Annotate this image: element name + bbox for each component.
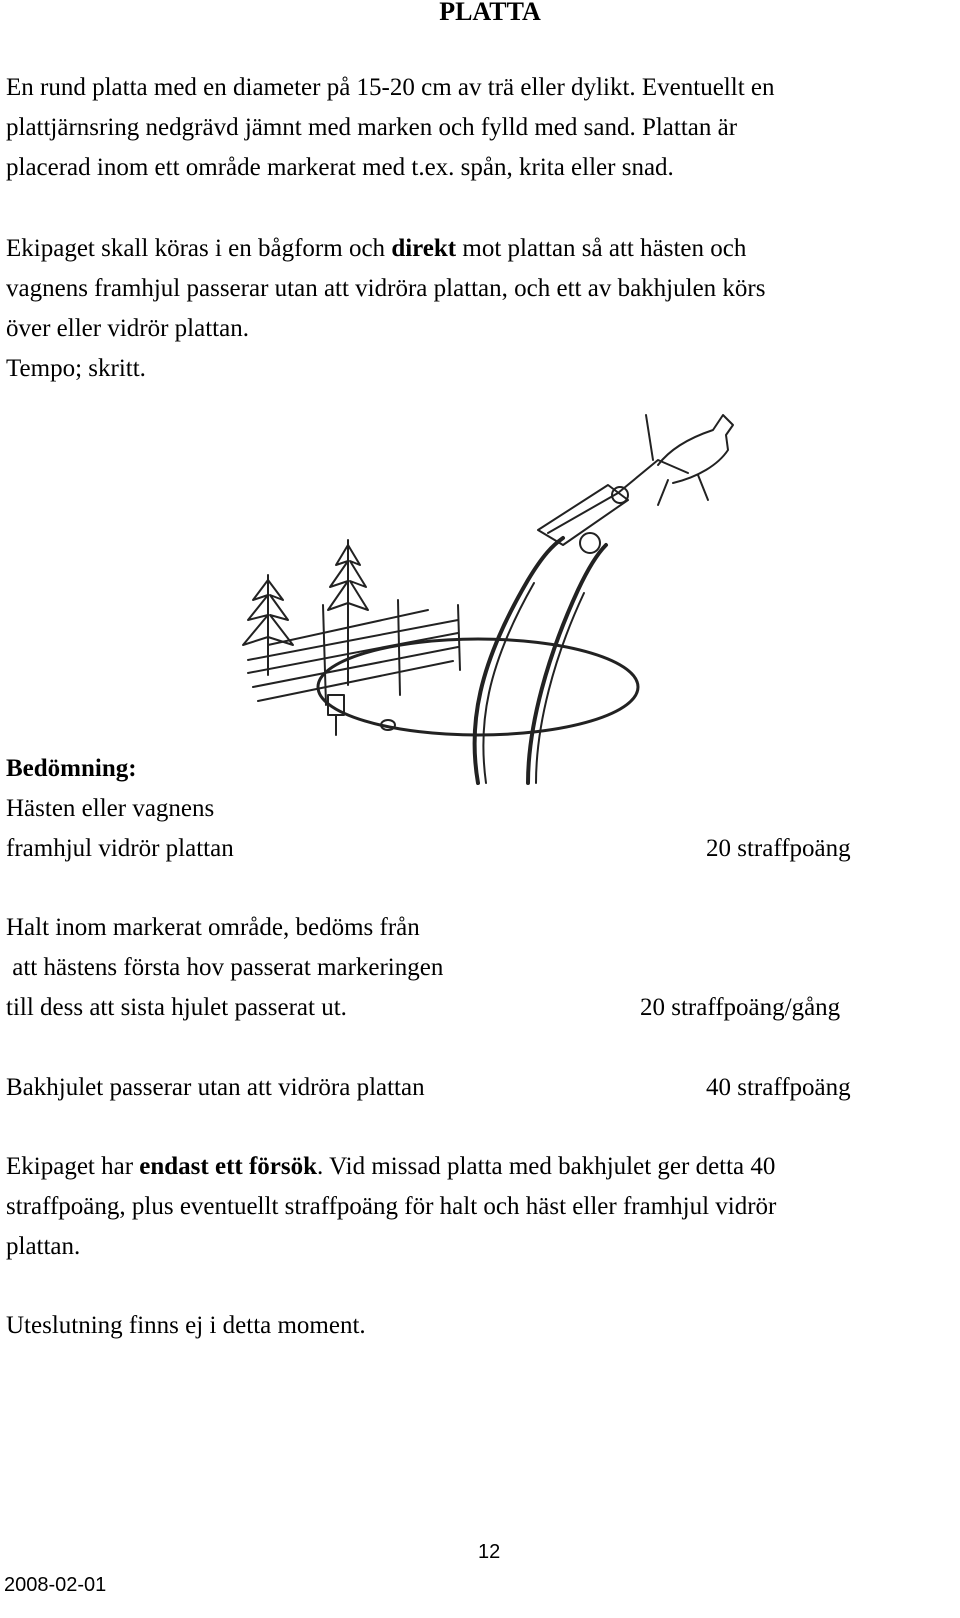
note-emphasis: endast ett försök [139,1153,318,1180]
instruction-text: mot plattan så att hästen och [456,235,747,262]
instruction-line-2: vagnens framhjul passerar utan att vidröra plattan, och ett av bakhjulen körs [6,275,766,302]
assessment-item-3-penalty: 40 straffpoäng [706,1074,851,1101]
assessment-item-2-line-1: Halt inom markerat område, bedöms från [6,914,420,941]
instruction-emphasis: direkt [391,235,457,262]
footer-date: 2008-02-01 [4,1574,107,1596]
instruction-line-1 [6,229,746,269]
intro-line-2: plattjärnsring nedgrävd jämnt med marken och fylld med sand. Plattan är [6,114,738,141]
assessment-item-1-penalty: 20 straffpoäng [706,835,851,862]
exclusion-line: Uteslutning finns ej i detta moment. [6,1312,366,1339]
tree-icon [328,540,368,685]
marked-area [318,639,638,735]
assessment-item-2-line-2: att hästens första hov passerat markeringen [6,954,444,981]
note-line-1 [6,1147,775,1187]
instruction-text: Ekipaget skall köras i en bågform och [6,235,392,262]
sign-icon [328,695,344,735]
fence [248,600,460,705]
assessment-item-1-line-1: Hästen eller vagnens [6,795,215,822]
note-line-3: plattan. [6,1233,81,1260]
assessment-heading-text: Bedömning: [6,755,137,782]
instruction-line-3: över eller vidrör plattan. [6,315,249,342]
page-title: PLATTA [439,0,541,26]
note-text: . Vid missad platta med bakhjulet ger detta 40 [317,1153,776,1180]
wheel-track [528,545,606,783]
assessment-item-2-line-3: till dess att sista hjulet passerat ut. [6,994,347,1021]
intro-line-3: placerad inom ett område markerat med t.ex. spån, krita eller snad. [6,154,674,181]
tempo-line: Tempo; skritt. [6,355,146,382]
assessment-item-2-penalty: 20 straffpoäng/gång [640,994,841,1021]
page-number: 12 [478,1541,501,1563]
assessment-item-3-line-1: Bakhjulet passerar utan att vidröra plattan [6,1074,425,1101]
intro-line-1: En rund platta med en diameter på 15-20 cm av trä eller dylikt. Eventuellt en [6,74,775,101]
note-text: Ekipaget har [6,1153,140,1180]
assessment-heading [6,749,137,789]
assessment-item-1-line-2: framhjul vidrör plattan [6,835,234,862]
note-line-2: straffpoäng, plus eventuellt straffpoäng för halt och häst eller framhjul vidrör [6,1193,777,1220]
carriage-illustration [228,405,748,790]
